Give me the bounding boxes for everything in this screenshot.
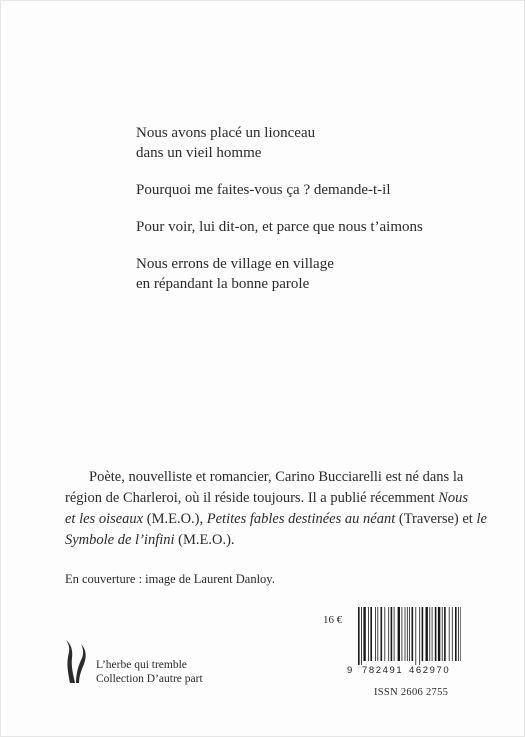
barcode-bar xyxy=(381,607,383,661)
bio-line xyxy=(65,530,465,551)
publisher-block xyxy=(64,638,203,686)
barcode-bar xyxy=(412,607,414,661)
poem-stanza-2 xyxy=(136,180,423,200)
barcode-bar xyxy=(409,607,410,661)
poem xyxy=(136,123,423,311)
barcode-bar xyxy=(449,607,450,661)
barcode-bar xyxy=(398,607,400,661)
barcode-bar xyxy=(368,607,369,661)
barcode-bar xyxy=(402,607,403,661)
bio-line xyxy=(65,509,487,530)
bio-text: (Traverse) et xyxy=(395,511,477,527)
barcode-bar xyxy=(377,607,378,661)
poem-stanza-4 xyxy=(136,254,423,294)
bio-text: (M.E.O.). xyxy=(174,532,235,548)
book-title: Petites fables destinées au néant xyxy=(206,511,396,527)
bio-line xyxy=(65,467,465,488)
poem-line: Nous avons placé un lionceau xyxy=(136,125,316,141)
poem-line: en répandant la bonne parole xyxy=(136,276,310,292)
barcode-bar xyxy=(444,607,446,661)
book-title: et les oiseaux xyxy=(65,511,144,527)
barcode-bar xyxy=(458,607,459,661)
barcode-digits-right: 462970 xyxy=(409,665,451,675)
barcode-bar xyxy=(405,607,406,661)
bio-line xyxy=(65,488,469,509)
barcode-bar xyxy=(361,607,362,665)
barcode-bar xyxy=(358,607,360,665)
barcode-digits-left: 782491 xyxy=(362,665,404,675)
isbn-barcode xyxy=(346,607,461,675)
book-title: Symbole de l’infini xyxy=(65,532,175,548)
barcode-bar xyxy=(394,607,395,661)
poem-line: Pour voir, lui dit-on, et parce que nous t’aimons xyxy=(136,219,423,235)
barcode-bar xyxy=(429,607,430,661)
barcode-bar xyxy=(460,607,461,661)
publisher-text xyxy=(96,638,203,686)
barcode-bar xyxy=(426,607,428,661)
issn: ISSN 2606 2755 xyxy=(374,687,449,698)
grass-logo-icon xyxy=(64,638,90,684)
barcode-digit-first: 9 xyxy=(347,665,353,675)
poem-line: dans un vieil homme xyxy=(136,145,262,161)
cover-credit: En couverture : image de Laurent Danloy. xyxy=(65,572,275,586)
poem-stanza-3 xyxy=(136,217,423,237)
publisher-name: L’herbe qui tremble xyxy=(96,659,187,671)
poem-line: Nous errons de village en village xyxy=(136,256,334,272)
barcode-bar xyxy=(391,607,393,661)
barcode-bar xyxy=(370,607,372,661)
barcode-bar xyxy=(384,607,385,661)
author-bio xyxy=(65,467,487,551)
barcode-bar xyxy=(363,607,365,661)
barcode-bar xyxy=(455,607,457,661)
barcode-bar xyxy=(435,607,437,661)
barcode-bar xyxy=(388,607,389,661)
barcode-bar xyxy=(452,607,453,661)
book-title: Nous xyxy=(438,490,469,506)
barcode-bar xyxy=(422,607,424,661)
barcode-bar xyxy=(375,607,376,661)
bio-text: (M.E.O.), xyxy=(143,511,207,527)
price: 16 € xyxy=(323,614,343,626)
poem-line: Pourquoi me faites-vous ça ? demande-t-il xyxy=(136,182,391,198)
barcode-bar xyxy=(432,607,433,661)
collection-name: Collection D’autre part xyxy=(96,673,203,685)
barcode-bar xyxy=(419,607,420,665)
barcode-bar xyxy=(415,607,416,665)
book-title: le xyxy=(476,511,487,527)
bio-text: région de Charleroi, où il réside toujours. Il a publié récemment xyxy=(65,490,435,506)
barcode-bars xyxy=(358,607,461,665)
barcode-bar xyxy=(442,607,443,661)
barcode-bar xyxy=(438,607,440,661)
poem-stanza-1 xyxy=(136,123,423,163)
barcode-bar xyxy=(407,607,408,661)
bio-text: Poète, nouvelliste et romancier, Carino Bucciarelli est né dans la xyxy=(89,469,464,485)
